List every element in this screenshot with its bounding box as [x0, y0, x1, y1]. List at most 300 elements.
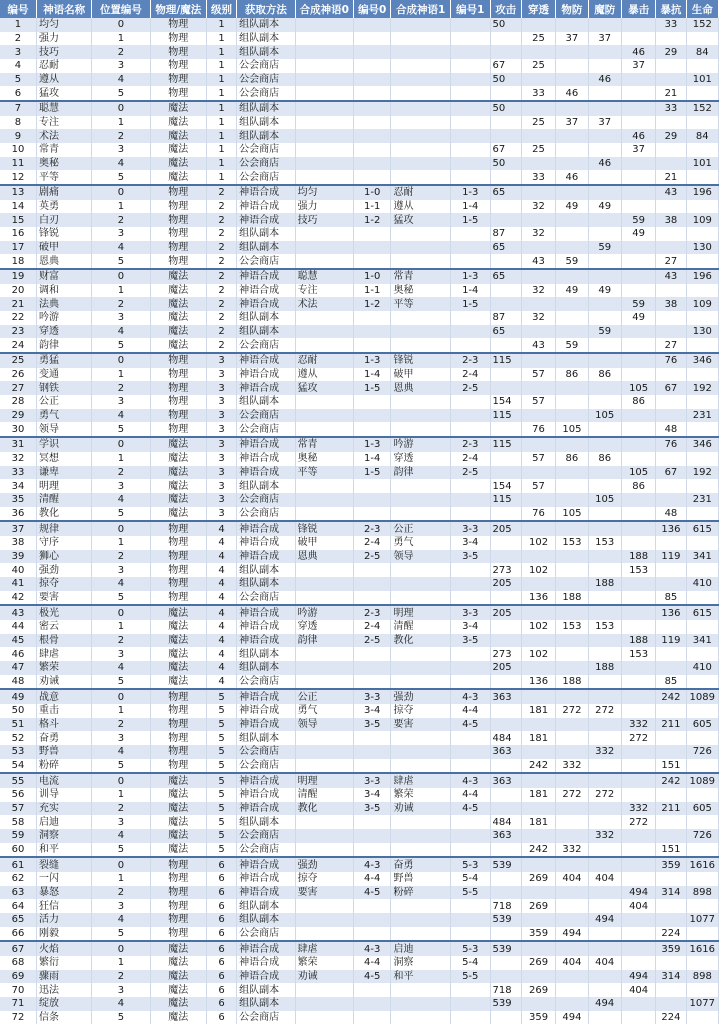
cell-col-component0: 遵从 — [295, 368, 353, 382]
cell-col-component0 — [295, 815, 353, 829]
cell-col-name: 穿透 — [36, 325, 91, 339]
cell-col-magic-def — [588, 899, 621, 913]
cell-col-hp: 605 — [686, 802, 718, 816]
cell-col-name: 重击 — [36, 704, 91, 718]
cell-col-crit-resist — [656, 983, 686, 997]
cell-col-type: 魔法 — [150, 997, 206, 1011]
cell-col-type: 魔法 — [150, 788, 206, 802]
cell-col-penetration — [521, 353, 555, 368]
cell-col-component0 — [295, 18, 353, 32]
cell-col-component1-id — [450, 507, 490, 522]
cell-col-component1-id — [450, 143, 490, 157]
cell-col-penetration — [521, 689, 555, 704]
cell-col-attack — [490, 381, 521, 395]
cell-col-source: 神语合成 — [237, 550, 295, 564]
cell-col-attack — [490, 297, 521, 311]
cell-col-type: 魔法 — [150, 634, 206, 648]
cell-col-component0-id — [353, 101, 391, 116]
cell-col-id: 58 — [0, 815, 36, 829]
cell-col-type: 魔法 — [150, 675, 206, 690]
cell-col-phys-def: 105 — [556, 507, 588, 522]
cell-col-hp: 152 — [686, 101, 718, 116]
cell-col-component1 — [391, 983, 450, 997]
cell-col-component0-id: 3-3 — [353, 689, 391, 704]
table-row — [0, 829, 719, 843]
cell-col-source: 公会商店 — [237, 493, 295, 507]
cell-col-source: 公会商店 — [237, 829, 295, 843]
cell-col-position: 1 — [92, 32, 150, 46]
cell-col-component0 — [295, 913, 353, 927]
cell-col-type: 魔法 — [150, 157, 206, 171]
cell-col-component0: 术法 — [295, 297, 353, 311]
cell-col-component1 — [391, 815, 450, 829]
cell-col-hp: 196 — [686, 185, 718, 200]
cell-col-id: 47 — [0, 661, 36, 675]
cell-col-crit — [621, 788, 655, 802]
cell-col-phys-def: 153 — [556, 620, 588, 634]
cell-col-crit-resist: 151 — [656, 843, 686, 858]
cell-col-type: 魔法 — [150, 507, 206, 522]
cell-col-component0-id: 4-5 — [353, 886, 391, 900]
cell-col-attack: 363 — [490, 689, 521, 704]
cell-col-id: 42 — [0, 591, 36, 606]
cell-col-magic-def — [588, 311, 621, 325]
cell-col-attack: 205 — [490, 521, 521, 536]
cell-col-crit — [621, 325, 655, 339]
cell-col-source: 组队副本 — [237, 647, 295, 661]
cell-col-attack: 363 — [490, 829, 521, 843]
cell-col-position: 4 — [92, 997, 150, 1011]
cell-col-hp — [686, 479, 718, 493]
cell-col-source: 公会商店 — [237, 1011, 295, 1025]
cell-col-component1-id — [450, 73, 490, 87]
cell-col-source: 公会商店 — [237, 675, 295, 690]
cell-col-component0 — [295, 661, 353, 675]
cell-col-component1-id: 4-5 — [450, 802, 490, 816]
cell-col-magic-def — [588, 563, 621, 577]
cell-col-component1 — [391, 32, 450, 46]
cell-col-name: 格斗 — [36, 718, 91, 732]
cell-col-component0-id: 3-3 — [353, 773, 391, 788]
cell-col-level: 2 — [206, 185, 236, 200]
cell-col-attack — [490, 507, 521, 522]
cell-col-level: 2 — [206, 297, 236, 311]
cell-col-component0: 锋锐 — [295, 521, 353, 536]
cell-col-level: 2 — [206, 200, 236, 214]
cell-col-phys-def — [556, 213, 588, 227]
table-row — [0, 577, 719, 591]
cell-col-name: 裂缝 — [36, 857, 91, 872]
cell-col-attack — [490, 550, 521, 564]
cell-col-component0-id — [353, 311, 391, 325]
cell-col-attack — [490, 368, 521, 382]
cell-col-component1 — [391, 843, 450, 858]
cell-col-id: 30 — [0, 422, 36, 437]
cell-col-phys-def — [556, 634, 588, 648]
cell-col-component1: 奥秘 — [391, 284, 450, 298]
cell-col-penetration — [521, 381, 555, 395]
cell-col-position: 5 — [92, 1011, 150, 1025]
cell-col-type: 魔法 — [150, 284, 206, 298]
cell-col-component1-id: 1-4 — [450, 200, 490, 214]
cell-col-type: 魔法 — [150, 620, 206, 634]
cell-col-position: 4 — [92, 661, 150, 675]
table-row — [0, 620, 719, 634]
header-col-id: 编号 — [0, 0, 36, 18]
header-col-phys-def: 物防 — [556, 0, 588, 18]
cell-col-hp — [686, 311, 718, 325]
cell-col-attack: 65 — [490, 185, 521, 200]
cell-col-phys-def — [556, 647, 588, 661]
cell-col-position: 1 — [92, 704, 150, 718]
cell-col-source: 神语合成 — [237, 521, 295, 536]
cell-col-phys-def — [556, 479, 588, 493]
cell-col-name: 勇气 — [36, 409, 91, 423]
cell-col-id: 5 — [0, 73, 36, 87]
cell-col-component1-id — [450, 661, 490, 675]
cell-col-position: 5 — [92, 675, 150, 690]
table-row — [0, 353, 719, 368]
cell-col-id: 24 — [0, 338, 36, 353]
cell-col-crit — [621, 73, 655, 87]
cell-col-attack: 67 — [490, 143, 521, 157]
cell-col-name: 粉碎 — [36, 759, 91, 774]
cell-col-component1 — [391, 116, 450, 130]
cell-col-component0-id: 3-5 — [353, 718, 391, 732]
cell-col-penetration — [521, 129, 555, 143]
cell-col-component1-id — [450, 843, 490, 858]
cell-col-attack — [490, 675, 521, 690]
cell-col-source: 组队副本 — [237, 311, 295, 325]
cell-col-phys-def: 37 — [556, 116, 588, 130]
cell-col-component1 — [391, 311, 450, 325]
cell-col-name: 英勇 — [36, 200, 91, 214]
cell-col-component0: 韵律 — [295, 634, 353, 648]
cell-col-attack — [490, 634, 521, 648]
cell-col-level: 5 — [206, 815, 236, 829]
cell-col-component1-id: 1-3 — [450, 269, 490, 284]
cell-col-phys-def — [556, 563, 588, 577]
cell-col-level: 1 — [206, 59, 236, 73]
cell-col-magic-def — [588, 381, 621, 395]
cell-col-component0: 繁荣 — [295, 956, 353, 970]
cell-col-component1: 穿透 — [391, 452, 450, 466]
cell-col-type: 魔法 — [150, 170, 206, 185]
cell-col-component0 — [295, 157, 353, 171]
cell-col-position: 2 — [92, 886, 150, 900]
cell-col-magic-def — [588, 437, 621, 452]
cell-col-level: 2 — [206, 227, 236, 241]
table-row — [0, 731, 719, 745]
cell-col-id: 11 — [0, 157, 36, 171]
cell-col-crit-resist: 76 — [656, 437, 686, 452]
cell-col-type: 魔法 — [150, 116, 206, 130]
cell-col-component1 — [391, 73, 450, 87]
cell-col-phys-def — [556, 101, 588, 116]
cell-col-crit — [621, 241, 655, 255]
cell-col-name: 锋锐 — [36, 227, 91, 241]
cell-col-penetration: 102 — [521, 620, 555, 634]
cell-col-crit — [621, 493, 655, 507]
cell-col-crit-resist — [656, 325, 686, 339]
header-col-hp: 生命 — [686, 0, 718, 18]
cell-col-name: 繁荣 — [36, 661, 91, 675]
cell-col-component1-id — [450, 116, 490, 130]
cell-col-type: 物理 — [150, 213, 206, 227]
cell-col-penetration — [521, 913, 555, 927]
cell-col-attack: 115 — [490, 493, 521, 507]
cell-col-name: 暴怒 — [36, 886, 91, 900]
cell-col-component1-id: 1-5 — [450, 297, 490, 311]
cell-col-id: 15 — [0, 213, 36, 227]
cell-col-source: 组队副本 — [237, 101, 295, 116]
cell-col-crit — [621, 284, 655, 298]
cell-col-name: 启迪 — [36, 815, 91, 829]
cell-col-source: 组队副本 — [237, 997, 295, 1011]
cell-col-position: 2 — [92, 129, 150, 143]
cell-col-source: 组队副本 — [237, 116, 295, 130]
cell-col-level: 6 — [206, 941, 236, 956]
cell-col-component0-id — [353, 983, 391, 997]
cell-col-hp — [686, 59, 718, 73]
cell-col-name: 猛攻 — [36, 86, 91, 101]
cell-col-position: 5 — [92, 86, 150, 101]
cell-col-crit-resist: 67 — [656, 466, 686, 480]
cell-col-source: 神语合成 — [237, 284, 295, 298]
cell-col-source: 组队副本 — [237, 45, 295, 59]
cell-col-position: 0 — [92, 773, 150, 788]
cell-col-hp — [686, 983, 718, 997]
cell-col-component1-id — [450, 493, 490, 507]
cell-col-component0-id — [353, 661, 391, 675]
header-row — [0, 0, 719, 18]
cell-col-hp — [686, 507, 718, 522]
cell-col-source: 神语合成 — [237, 886, 295, 900]
cell-col-component0-id — [353, 493, 391, 507]
cell-col-attack: 115 — [490, 409, 521, 423]
cell-col-attack: 484 — [490, 731, 521, 745]
cell-col-crit — [621, 759, 655, 774]
cell-col-id: 9 — [0, 129, 36, 143]
cell-col-level: 2 — [206, 241, 236, 255]
cell-col-name: 聪慧 — [36, 101, 91, 116]
cell-col-component0: 破甲 — [295, 536, 353, 550]
cell-col-component1-id: 1-3 — [450, 185, 490, 200]
cell-col-crit: 494 — [621, 970, 655, 984]
cell-col-attack — [490, 116, 521, 130]
cell-col-hp — [686, 675, 718, 690]
header-col-type: 物理/魔法 — [150, 0, 206, 18]
cell-col-phys-def — [556, 941, 588, 956]
table-row — [0, 718, 719, 732]
cell-col-component0-id — [353, 18, 391, 32]
cell-col-position: 0 — [92, 185, 150, 200]
cell-col-component0-id: 4-5 — [353, 970, 391, 984]
cell-col-component0-id: 4-4 — [353, 956, 391, 970]
cell-col-name: 充实 — [36, 802, 91, 816]
cell-col-crit: 37 — [621, 143, 655, 157]
cell-col-crit — [621, 368, 655, 382]
cell-col-component1-id: 5-5 — [450, 970, 490, 984]
cell-col-id: 34 — [0, 479, 36, 493]
table-row — [0, 297, 719, 311]
cell-col-source: 组队副本 — [237, 913, 295, 927]
cell-col-component1-id — [450, 129, 490, 143]
cell-col-type: 魔法 — [150, 1011, 206, 1025]
cell-col-hp — [686, 1011, 718, 1025]
cell-col-phys-def — [556, 899, 588, 913]
cell-col-hp: 196 — [686, 269, 718, 284]
cell-col-magic-def: 153 — [588, 620, 621, 634]
cell-col-attack: 539 — [490, 857, 521, 872]
cell-col-attack — [490, 452, 521, 466]
cell-col-component1-id: 4-5 — [450, 718, 490, 732]
cell-col-name: 肆虐 — [36, 647, 91, 661]
cell-col-hp: 192 — [686, 466, 718, 480]
cell-col-component0: 明理 — [295, 773, 353, 788]
cell-col-magic-def — [588, 185, 621, 200]
cell-col-crit: 153 — [621, 563, 655, 577]
cell-col-type: 物理 — [150, 745, 206, 759]
cell-col-position: 4 — [92, 829, 150, 843]
cell-col-level: 4 — [206, 647, 236, 661]
cell-col-position: 5 — [92, 170, 150, 185]
cell-col-component0-id: 3-4 — [353, 704, 391, 718]
cell-col-penetration: 359 — [521, 927, 555, 942]
cell-col-name: 恩典 — [36, 254, 91, 269]
table-row — [0, 452, 719, 466]
cell-col-name: 平等 — [36, 170, 91, 185]
cell-col-crit-resist: 43 — [656, 185, 686, 200]
cell-col-level: 5 — [206, 843, 236, 858]
cell-col-hp: 231 — [686, 409, 718, 423]
cell-col-penetration: 25 — [521, 32, 555, 46]
cell-col-phys-def: 59 — [556, 254, 588, 269]
cell-col-position: 3 — [92, 815, 150, 829]
cell-col-attack — [490, 466, 521, 480]
cell-col-type: 物理 — [150, 368, 206, 382]
cell-col-component1 — [391, 927, 450, 942]
cell-col-penetration — [521, 241, 555, 255]
cell-col-position: 1 — [92, 116, 150, 130]
cell-col-component1-id — [450, 983, 490, 997]
cell-col-position: 2 — [92, 45, 150, 59]
cell-col-component1-id — [450, 157, 490, 171]
cell-col-type: 物理 — [150, 353, 206, 368]
cell-col-penetration — [521, 857, 555, 872]
cell-col-crit-resist — [656, 493, 686, 507]
cell-col-type: 物理 — [150, 73, 206, 87]
cell-col-name: 野兽 — [36, 745, 91, 759]
cell-col-attack: 50 — [490, 157, 521, 171]
cell-col-component1: 明理 — [391, 605, 450, 620]
cell-col-hp — [686, 143, 718, 157]
table-row — [0, 591, 719, 606]
cell-col-crit-resist: 27 — [656, 254, 686, 269]
table-row — [0, 913, 719, 927]
cell-col-component1: 公正 — [391, 521, 450, 536]
cell-col-position: 0 — [92, 521, 150, 536]
cell-col-id: 48 — [0, 675, 36, 690]
cell-col-component0 — [295, 32, 353, 46]
cell-col-position: 2 — [92, 718, 150, 732]
header-col-component1-id: 编号1 — [450, 0, 490, 18]
cell-col-phys-def: 272 — [556, 788, 588, 802]
cell-col-level: 5 — [206, 773, 236, 788]
cell-col-type: 物理 — [150, 86, 206, 101]
cell-col-crit-resist — [656, 409, 686, 423]
cell-col-component1: 繁荣 — [391, 788, 450, 802]
table-row — [0, 983, 719, 997]
cell-col-hp: 101 — [686, 157, 718, 171]
cell-col-phys-def — [556, 493, 588, 507]
cell-col-level: 1 — [206, 32, 236, 46]
cell-col-type: 魔法 — [150, 325, 206, 339]
cell-col-source: 组队副本 — [237, 32, 295, 46]
cell-col-component0: 劝诫 — [295, 970, 353, 984]
cell-col-level: 5 — [206, 689, 236, 704]
table-row — [0, 788, 719, 802]
cell-col-level: 3 — [206, 507, 236, 522]
cell-col-magic-def: 59 — [588, 325, 621, 339]
cell-col-component1-id — [450, 241, 490, 255]
cell-col-crit — [621, 773, 655, 788]
cell-col-attack — [490, 759, 521, 774]
cell-col-source: 神语合成 — [237, 536, 295, 550]
cell-col-id: 41 — [0, 577, 36, 591]
table-row — [0, 129, 719, 143]
cell-col-source: 神语合成 — [237, 704, 295, 718]
cell-col-crit-resist — [656, 956, 686, 970]
cell-col-hp: 726 — [686, 829, 718, 843]
table-row — [0, 170, 719, 185]
cell-col-position: 2 — [92, 634, 150, 648]
table-row — [0, 759, 719, 774]
cell-col-penetration: 181 — [521, 704, 555, 718]
cell-col-type: 魔法 — [150, 983, 206, 997]
cell-col-magic-def: 188 — [588, 577, 621, 591]
cell-col-component0-id: 4-4 — [353, 872, 391, 886]
cell-col-component1: 忍耐 — [391, 185, 450, 200]
cell-col-component0-id — [353, 116, 391, 130]
cell-col-name: 术法 — [36, 129, 91, 143]
cell-col-phys-def: 332 — [556, 759, 588, 774]
cell-col-hp: 1616 — [686, 941, 718, 956]
cell-col-source: 神语合成 — [237, 788, 295, 802]
cell-col-crit — [621, 254, 655, 269]
cell-col-level: 6 — [206, 956, 236, 970]
cell-col-component0 — [295, 829, 353, 843]
cell-col-component1 — [391, 170, 450, 185]
table-row — [0, 241, 719, 255]
cell-col-name: 活力 — [36, 913, 91, 927]
cell-col-hp: 231 — [686, 493, 718, 507]
cell-col-name: 掠夺 — [36, 577, 91, 591]
cell-col-magic-def — [588, 718, 621, 732]
cell-col-crit-resist: 211 — [656, 802, 686, 816]
cell-col-component0 — [295, 563, 353, 577]
table-row — [0, 422, 719, 437]
cell-col-component1-id: 5-4 — [450, 872, 490, 886]
cell-col-hp: 605 — [686, 718, 718, 732]
cell-col-name: 电流 — [36, 773, 91, 788]
header-col-crit: 暴击 — [621, 0, 655, 18]
cell-col-component1: 遵从 — [391, 200, 450, 214]
cell-col-component0 — [295, 422, 353, 437]
cell-col-hp: 84 — [686, 45, 718, 59]
cell-col-hp — [686, 563, 718, 577]
cell-col-type: 物理 — [150, 927, 206, 942]
